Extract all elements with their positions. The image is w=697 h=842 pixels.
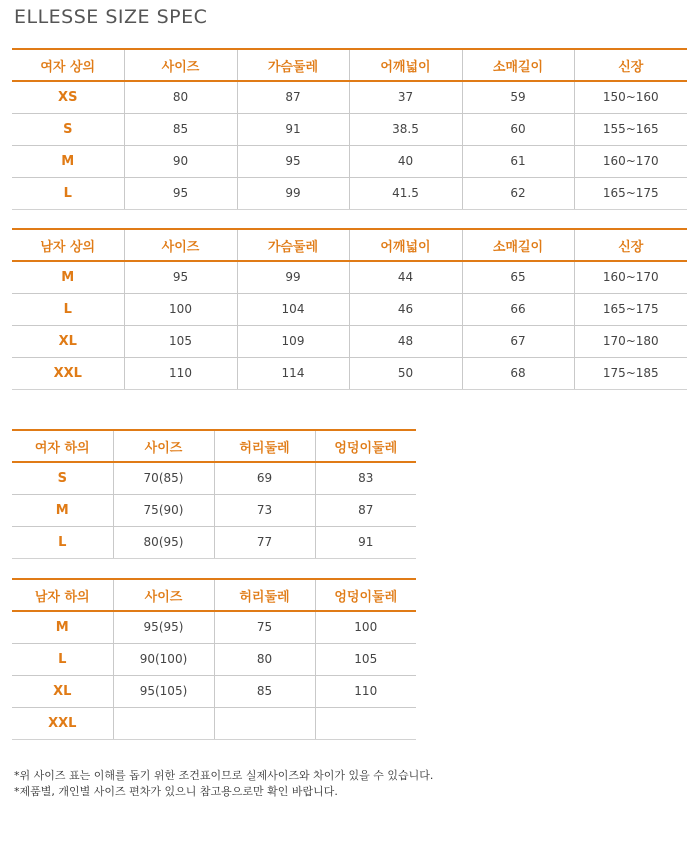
- waist-value: 77: [214, 526, 315, 558]
- hip-value: 83: [315, 462, 416, 494]
- table-header-row: [12, 49, 687, 81]
- shoulder-value: 37: [349, 81, 462, 113]
- header-category: 여자 상의: [12, 49, 124, 81]
- height-value: 150~160: [574, 81, 687, 113]
- table-row: [12, 293, 687, 325]
- size-label: XXL: [12, 707, 113, 739]
- size-value: 90: [124, 145, 237, 177]
- chest-value: 99: [237, 177, 349, 209]
- size-value: 90(100): [113, 643, 214, 675]
- hip-value: 105: [315, 643, 416, 675]
- sleeve-value: 59: [462, 81, 574, 113]
- size-value: 105: [124, 325, 237, 357]
- header-sleeve: 소매길이: [462, 49, 574, 81]
- waist-value: 85: [214, 675, 315, 707]
- size-value: 100: [124, 293, 237, 325]
- table-row: [12, 261, 687, 293]
- table-header-row: [12, 579, 416, 611]
- chest-value: 104: [237, 293, 349, 325]
- header-category: 남자 상의: [12, 229, 124, 261]
- height-value: 160~170: [574, 261, 687, 293]
- size-value: 95: [124, 261, 237, 293]
- size-value: 80: [124, 81, 237, 113]
- height-value: 155~165: [574, 113, 687, 145]
- chest-value: 95: [237, 145, 349, 177]
- men-top-size-table: [12, 228, 687, 390]
- table-row: [12, 643, 416, 675]
- table-row: [12, 526, 416, 558]
- women-bottom-size-table: [12, 429, 416, 559]
- table-row: [12, 357, 687, 389]
- size-label: M: [12, 145, 124, 177]
- shoulder-value: 38.5: [349, 113, 462, 145]
- size-label: M: [12, 494, 113, 526]
- chest-value: 109: [237, 325, 349, 357]
- hip-value: 91: [315, 526, 416, 558]
- header-chest: 가슴둘레: [237, 229, 349, 261]
- shoulder-value: 40: [349, 145, 462, 177]
- size-label: XS: [12, 81, 124, 113]
- chest-value: 91: [237, 113, 349, 145]
- height-value: 160~170: [574, 145, 687, 177]
- table-row: [12, 113, 687, 145]
- size-label: XXL: [12, 357, 124, 389]
- size-note: *제품별, 개인별 사이즈 편차가 있으니 참고용으로만 확인 바랍니다.: [14, 785, 338, 798]
- height-value: 165~175: [574, 177, 687, 209]
- sleeve-value: 65: [462, 261, 574, 293]
- hip-value: 110: [315, 675, 416, 707]
- sleeve-value: 61: [462, 145, 574, 177]
- size-value: 95(105): [113, 675, 214, 707]
- chest-value: 99: [237, 261, 349, 293]
- header-category: 남자 하의: [12, 579, 113, 611]
- size-value: [113, 707, 214, 739]
- table-row: [12, 611, 416, 643]
- size-label: L: [12, 177, 124, 209]
- waist-value: [214, 707, 315, 739]
- table-header-row: [12, 229, 687, 261]
- women-top-size-table: [12, 48, 687, 210]
- size-label: XL: [12, 675, 113, 707]
- size-note: *위 사이즈 표는 이해를 돕기 위한 조건표이므로 실제사이즈와 차이가 있을 수 있습니다.: [14, 769, 434, 782]
- table-row: [12, 494, 416, 526]
- men-bottom-size-table: [12, 578, 416, 740]
- table-header-row: [12, 430, 416, 462]
- header-hip: 엉덩이둘레: [315, 430, 416, 462]
- header-size: 사이즈: [124, 49, 237, 81]
- height-value: 175~185: [574, 357, 687, 389]
- size-value: 75(90): [113, 494, 214, 526]
- header-sleeve: 소매길이: [462, 229, 574, 261]
- waist-value: 75: [214, 611, 315, 643]
- height-value: 170~180: [574, 325, 687, 357]
- shoulder-value: 46: [349, 293, 462, 325]
- header-category: 여자 하의: [12, 430, 113, 462]
- header-chest: 가슴둘레: [237, 49, 349, 81]
- size-value: 110: [124, 357, 237, 389]
- header-height: 신장: [574, 229, 687, 261]
- header-waist: 허리둘레: [214, 579, 315, 611]
- height-value: 165~175: [574, 293, 687, 325]
- sleeve-value: 67: [462, 325, 574, 357]
- table-row: [12, 81, 687, 113]
- hip-value: [315, 707, 416, 739]
- table-row: [12, 177, 687, 209]
- header-shoulder: 어깨넓이: [349, 49, 462, 81]
- table-row: [12, 145, 687, 177]
- size-label: M: [12, 261, 124, 293]
- shoulder-value: 41.5: [349, 177, 462, 209]
- header-height: 신장: [574, 49, 687, 81]
- chest-value: 114: [237, 357, 349, 389]
- header-shoulder: 어깨넓이: [349, 229, 462, 261]
- waist-value: 80: [214, 643, 315, 675]
- size-label: S: [12, 462, 113, 494]
- shoulder-value: 48: [349, 325, 462, 357]
- shoulder-value: 44: [349, 261, 462, 293]
- size-value: 85: [124, 113, 237, 145]
- size-value: 95: [124, 177, 237, 209]
- size-label: M: [12, 611, 113, 643]
- page-title: ELLESSE SIZE SPEC: [14, 6, 208, 28]
- sleeve-value: 60: [462, 113, 574, 145]
- size-value: 70(85): [113, 462, 214, 494]
- sleeve-value: 66: [462, 293, 574, 325]
- waist-value: 73: [214, 494, 315, 526]
- table-row: [12, 707, 416, 739]
- size-label: S: [12, 113, 124, 145]
- chest-value: 87: [237, 81, 349, 113]
- waist-value: 69: [214, 462, 315, 494]
- sleeve-value: 62: [462, 177, 574, 209]
- header-size: 사이즈: [113, 579, 214, 611]
- header-hip: 엉덩이둘레: [315, 579, 416, 611]
- table-row: [12, 462, 416, 494]
- size-value: 95(95): [113, 611, 214, 643]
- table-row: [12, 325, 687, 357]
- table-row: [12, 675, 416, 707]
- hip-value: 87: [315, 494, 416, 526]
- size-label: XL: [12, 325, 124, 357]
- size-value: 80(95): [113, 526, 214, 558]
- size-label: L: [12, 643, 113, 675]
- sleeve-value: 68: [462, 357, 574, 389]
- hip-value: 100: [315, 611, 416, 643]
- shoulder-value: 50: [349, 357, 462, 389]
- size-label: L: [12, 293, 124, 325]
- size-notes: [14, 768, 433, 800]
- size-label: L: [12, 526, 113, 558]
- header-waist: 허리둘레: [214, 430, 315, 462]
- header-size: 사이즈: [124, 229, 237, 261]
- header-size: 사이즈: [113, 430, 214, 462]
